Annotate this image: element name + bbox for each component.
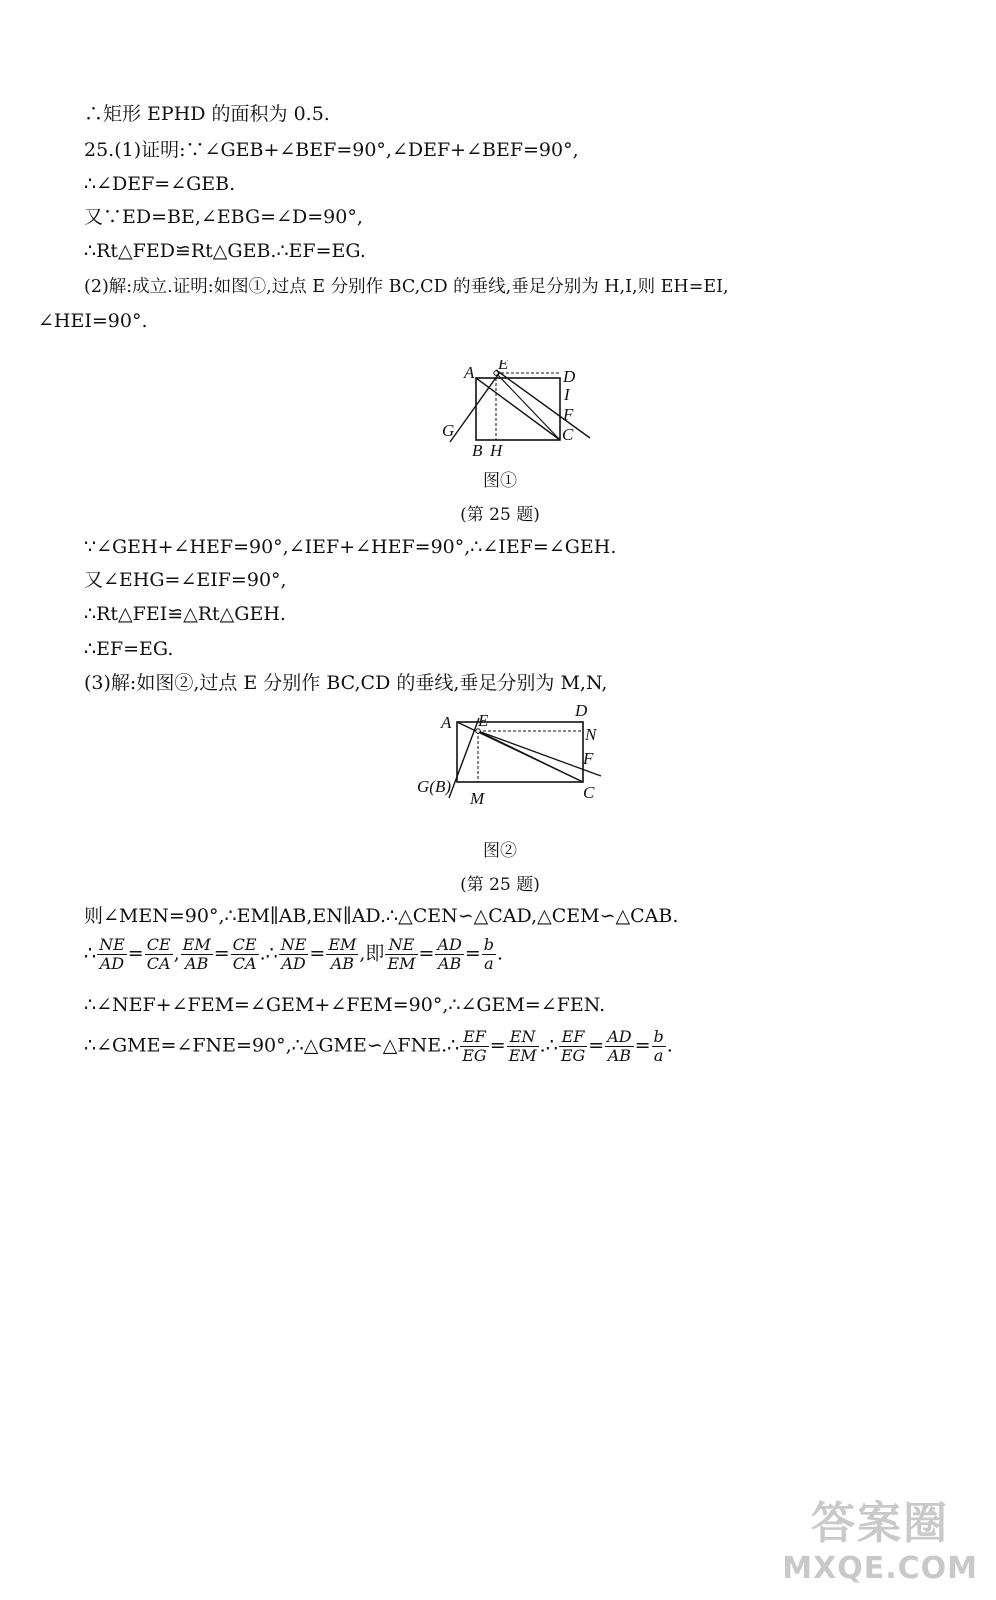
text-line-13: 则∠MEN=90°,∴EM∥AB,EN∥AD.∴△CEN∽△CAD,△CEM∽△CAB. — [84, 905, 679, 927]
fig2-line-ge — [449, 718, 479, 798]
watermark-url: MXQE.COM — [782, 1551, 978, 1586]
fig1-label-g: G — [442, 421, 455, 440]
text-line-4: 又∵ED=BE,∠EBG=∠D=90°, — [84, 206, 363, 228]
eq14-frac-7: $\frac{NE}{EM}$ — [387, 935, 416, 973]
eq14-frac-1: $\frac{NE}{AD}$ — [99, 935, 125, 973]
fig1-label-a: A — [464, 363, 475, 382]
fig2-label-gb: G(B) — [417, 777, 451, 796]
eq16-frac-4: $\frac{AD}{AB}$ — [607, 1027, 632, 1065]
figure-1 — [430, 360, 600, 460]
fig1-label-f: F — [563, 405, 574, 424]
eq16-frac-3: $\frac{EF}{EG}$ — [560, 1027, 586, 1065]
text-line-11: ∴EF=EG. — [84, 638, 174, 660]
text-line-10: ∴Rt△FEI≌△Rt△GEH. — [84, 603, 286, 625]
watermark-logo-text: 答案圈 — [811, 1498, 950, 1549]
eq14-frac-4: $\frac{CE}{CA}$ — [232, 935, 257, 973]
text-line-5: ∴Rt△FED≌Rt△GEB.∴EF=EG. — [84, 240, 366, 262]
text-line-3: ∴∠DEF=∠GEB. — [84, 173, 236, 195]
text-line-1: ∴矩形 EPHD 的面积为 0.5. — [84, 103, 330, 125]
eq14-frac-5: $\frac{NE}{AD}$ — [280, 935, 307, 973]
fig2-label-e: E — [478, 711, 489, 730]
eq16-frac-2: $\frac{EN}{EM}$ — [508, 1027, 537, 1065]
fig1-label-b: B — [472, 441, 483, 460]
fig2-label-d: D — [575, 701, 588, 720]
text-line-12: (3)解:如图②,过点 E 分别作 BC,CD 的垂线,垂足分别为 M,N, — [84, 672, 608, 694]
figure-2-caption: 图② — [483, 841, 517, 861]
eq16-text: ∴∠GME=∠FNE=90°,∴△GME∽△FNE.∴ — [84, 1034, 460, 1057]
figure-1-caption: 图① — [483, 471, 517, 491]
fig2-line-ec — [478, 731, 583, 782]
fig2-label-c: C — [583, 783, 595, 802]
fig1-line-ec — [496, 373, 560, 440]
figure-1-problem-label: (第 25 题) — [460, 505, 540, 525]
figure-2 — [415, 700, 615, 810]
eq14-frac-6: $\frac{EM}{AB}$ — [328, 935, 357, 973]
eq14-prefix: ∴ — [84, 942, 97, 965]
eq16-frac-5: $\frac{b}{a}$ — [653, 1027, 664, 1065]
fig1-label-d: D — [563, 367, 576, 386]
fig1-label-c: C — [562, 425, 574, 444]
text-line-9: 又∠EHG=∠EIF=90°, — [84, 569, 287, 591]
fig2-label-m: M — [470, 789, 485, 808]
eq14-frac-8: $\frac{AD}{AB}$ — [437, 935, 462, 973]
eq16-frac-1: $\frac{EF}{EG}$ — [462, 1027, 487, 1065]
fig1-line-ge — [450, 372, 500, 442]
fig2-label-n: N — [585, 725, 597, 744]
fig1-label-e: E — [498, 360, 509, 373]
equation-line-16: ∴∠GME=∠FNE=90°,∴△GME∽△FNE.∴ $\frac{EF}{EG}$ = $\frac{EN}{EM}$ .∴ $\frac{EF}{EG}$ = $\frac{AD}{AB}$ = $\frac{b}{a}$ . — [84, 1027, 673, 1065]
text-line-7: ∠HEI=90°. — [38, 310, 148, 332]
fig1-label-i: I — [564, 385, 570, 404]
eq14-frac-3: $\frac{EM}{AB}$ — [182, 935, 211, 973]
fig2-label-f: F — [583, 749, 594, 768]
figure-2-problem-label: (第 25 题) — [460, 875, 540, 895]
text-line-8: ∵∠GEH+∠HEF=90°,∠IEF+∠HEF=90°,∴∠IEF=∠GEH. — [84, 536, 617, 558]
text-line-6: (2)解:成立.证明:如图①,过点 E 分别作 BC,CD 的垂线,垂足分别为 H,I,则 EH=EI, — [84, 277, 729, 297]
fig1-label-h: H — [490, 441, 503, 460]
text-line-2: 25.(1)证明:∵∠GEB+∠BEF=90°,∠DEF+∠BEF=90°, — [84, 139, 579, 161]
eq14-frac-9: $\frac{b}{a}$ — [483, 935, 494, 973]
equation-line-14: ∴ $\frac{NE}{AD}$ = $\frac{CE}{CA}$ , $\frac{EM}{AB}$ = $\frac{CE}{CA}$ .∴ $\frac{NE}{AD}$ = $\frac{EM}{AB}$ ,即 $\frac{NE}{EM}$ = $\frac{AD}{AB}$ = $\frac{b}{a}$ . — [84, 935, 504, 973]
eq14-frac-2: $\frac{CE}{CA}$ — [146, 935, 171, 973]
watermark — [782, 1487, 978, 1586]
fig2-label-a: A — [441, 713, 452, 732]
text-line-15: ∴∠NEF+∠FEM=∠GEM+∠FEM=90°,∴∠GEM=∠FEN. — [84, 994, 606, 1016]
